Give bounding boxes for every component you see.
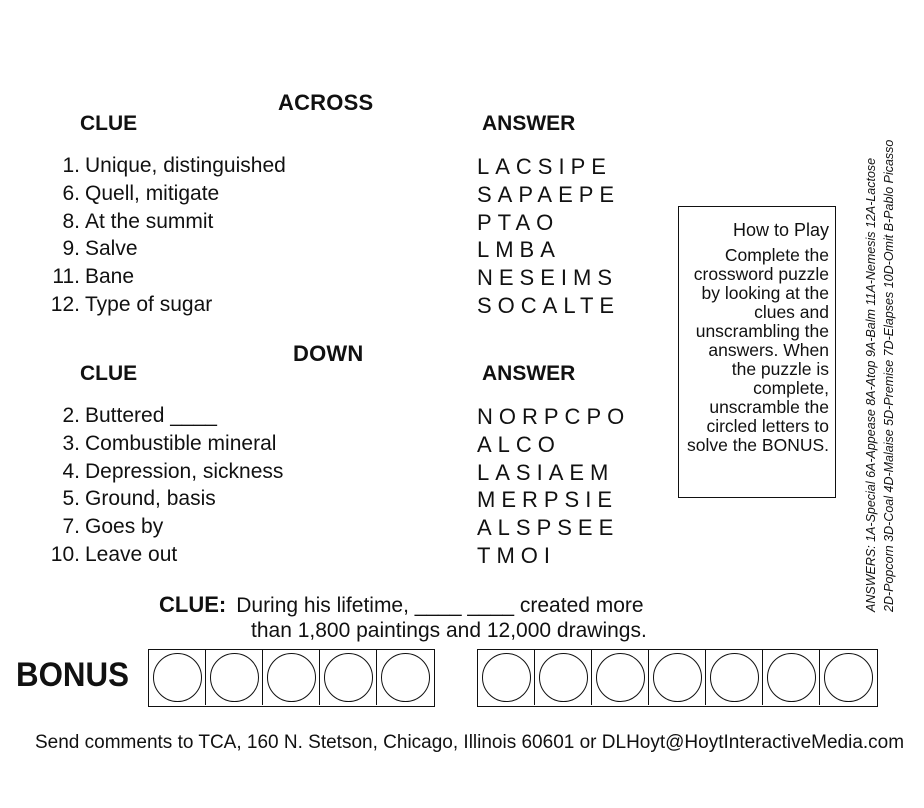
bonus-letter-box[interactable] bbox=[478, 650, 535, 705]
across-clue-number: 6. bbox=[62, 181, 80, 205]
bonus-word-1 bbox=[148, 649, 435, 707]
down-scrambled-answer: ALSPSEE bbox=[477, 515, 620, 541]
down-scrambled-answer: LASIAEM bbox=[477, 459, 615, 485]
bonus-circle bbox=[596, 653, 645, 702]
bonus-letter-box[interactable] bbox=[149, 650, 206, 705]
across-clue-number: 1. bbox=[62, 154, 80, 177]
bonus-circle bbox=[824, 653, 873, 702]
bonus-letter-box[interactable] bbox=[592, 650, 649, 705]
down-clue-row bbox=[44, 404, 217, 428]
bonus-letter-box[interactable] bbox=[320, 650, 377, 705]
across-clue-text: At the summit bbox=[85, 209, 214, 233]
down-scrambled-answer: MERPSIE bbox=[477, 487, 619, 513]
bonus-circle bbox=[653, 653, 702, 702]
bonus-clue-line-2: than 1,800 paintings and 12,000 drawings. bbox=[251, 619, 647, 642]
down-scrambled-answer: TMOI bbox=[477, 543, 556, 568]
across-clue-header: CLUE bbox=[80, 112, 138, 135]
across-answer-header: ANSWER bbox=[482, 112, 576, 135]
down-clue-row bbox=[44, 487, 216, 511]
down-clue-header: CLUE bbox=[80, 362, 138, 385]
bonus-circle bbox=[381, 653, 430, 702]
bonus-letter-box[interactable] bbox=[649, 650, 706, 705]
across-clue-row bbox=[44, 293, 212, 317]
down-clue-row bbox=[44, 515, 163, 539]
down-clue-text: Combustible mineral bbox=[85, 431, 277, 455]
down-clue-number: 5. bbox=[62, 487, 80, 511]
down-clue-text: Buttered ____ bbox=[85, 404, 217, 427]
bonus-letter-box[interactable] bbox=[706, 650, 763, 705]
bonus-letter-box[interactable] bbox=[377, 650, 434, 705]
down-clue-row bbox=[44, 543, 177, 567]
across-clue-row bbox=[44, 265, 134, 289]
bonus-circle bbox=[210, 653, 259, 702]
bonus-circle bbox=[767, 653, 816, 702]
bonus-clue bbox=[159, 592, 647, 643]
how-to-play-title: How to Play bbox=[732, 220, 829, 240]
bonus-circle bbox=[710, 653, 759, 702]
down-heading: DOWN bbox=[293, 341, 364, 366]
footer-contact: Send comments to TCA, 160 N. Stetson, Chicago, Illinois 60601 or DLHoyt@HoytInteractiveMedia.com bbox=[35, 732, 905, 753]
down-clue-number: 4. bbox=[62, 459, 80, 483]
across-clue-text: Unique, distinguished bbox=[85, 154, 286, 177]
across-clue-text: Quell, mitigate bbox=[85, 181, 220, 205]
across-clue-row bbox=[44, 182, 219, 206]
answers-key-line-2: 2D-Popcorn 3D-Coal 4D-Malaise 5D-Premise 7D-Elapses 10D-Omit B-Pablo Picasso bbox=[882, 139, 896, 612]
across-scrambled-answer: NESEIMS bbox=[477, 265, 619, 291]
down-clue-text: Goes by bbox=[85, 515, 164, 539]
across-scrambled-answer: PTAO bbox=[477, 209, 560, 235]
answers-key-line-1: ANSWERS: 1A-Special 6A-Appease 8A-Atop 9A-Balm 11A-Nemesis 12A-Lactose bbox=[864, 157, 878, 612]
answers-key bbox=[862, 72, 898, 612]
down-clue-number: 3. bbox=[62, 431, 80, 455]
bonus-circle bbox=[482, 653, 531, 702]
across-scrambled-answer: LACSIPE bbox=[477, 154, 612, 179]
bonus-circle bbox=[539, 653, 588, 702]
across-clue-number: 9. bbox=[62, 237, 80, 261]
bonus-letter-box[interactable] bbox=[763, 650, 820, 705]
across-heading: ACROSS bbox=[278, 90, 374, 115]
bonus-circle bbox=[153, 653, 202, 702]
how-to-play-box bbox=[678, 206, 836, 498]
bonus-clue-line-1: During his lifetime, ____ ____ created more bbox=[236, 594, 644, 617]
across-clue-row bbox=[44, 237, 138, 261]
down-clue-text: Leave out bbox=[85, 543, 178, 566]
bonus-letter-box[interactable] bbox=[206, 650, 263, 705]
down-clue-text: Depression, sickness bbox=[85, 459, 284, 483]
down-clue-number: 2. bbox=[62, 404, 80, 427]
across-clue-row bbox=[44, 210, 213, 234]
down-clue-number: 7. bbox=[62, 515, 80, 539]
down-answer-header: ANSWER bbox=[482, 362, 576, 385]
across-scrambled-answer: SOCALTE bbox=[477, 293, 621, 318]
down-scrambled-answer: NORPCPO bbox=[477, 404, 631, 429]
bonus-letter-box[interactable] bbox=[535, 650, 592, 705]
across-scrambled-answer: LMBA bbox=[477, 237, 561, 263]
across-clue-row bbox=[44, 154, 286, 178]
bonus-label: BONUS bbox=[16, 656, 129, 694]
across-scrambled-answer: SAPAEPE bbox=[477, 181, 621, 207]
across-clue-text: Type of sugar bbox=[85, 293, 213, 316]
across-clue-text: Bane bbox=[85, 265, 135, 289]
across-clue-number: 8. bbox=[62, 209, 80, 233]
bonus-circle bbox=[267, 653, 316, 702]
across-clue-text: Salve bbox=[85, 237, 138, 261]
down-scrambled-answer: ALCO bbox=[477, 431, 561, 457]
down-clue-row bbox=[44, 432, 276, 456]
down-clue-number: 10. bbox=[50, 543, 80, 566]
down-clue-text: Ground, basis bbox=[85, 487, 216, 511]
bonus-clue-label: CLUE: bbox=[159, 592, 227, 617]
across-clue-number: 11. bbox=[52, 265, 80, 289]
down-clue-row bbox=[44, 460, 283, 484]
across-clue-number: 12. bbox=[50, 293, 80, 316]
how-to-play-text: Complete the crossword puzzle by looking at the clues and unscrambling the answers. When the puzzle is complete, unscramble the circled letters to solve the BONUS. bbox=[687, 245, 829, 455]
bonus-word-2 bbox=[477, 649, 878, 707]
bonus-circle bbox=[324, 653, 373, 702]
bonus-letter-box[interactable] bbox=[263, 650, 320, 705]
bonus-letter-box[interactable] bbox=[820, 650, 877, 705]
